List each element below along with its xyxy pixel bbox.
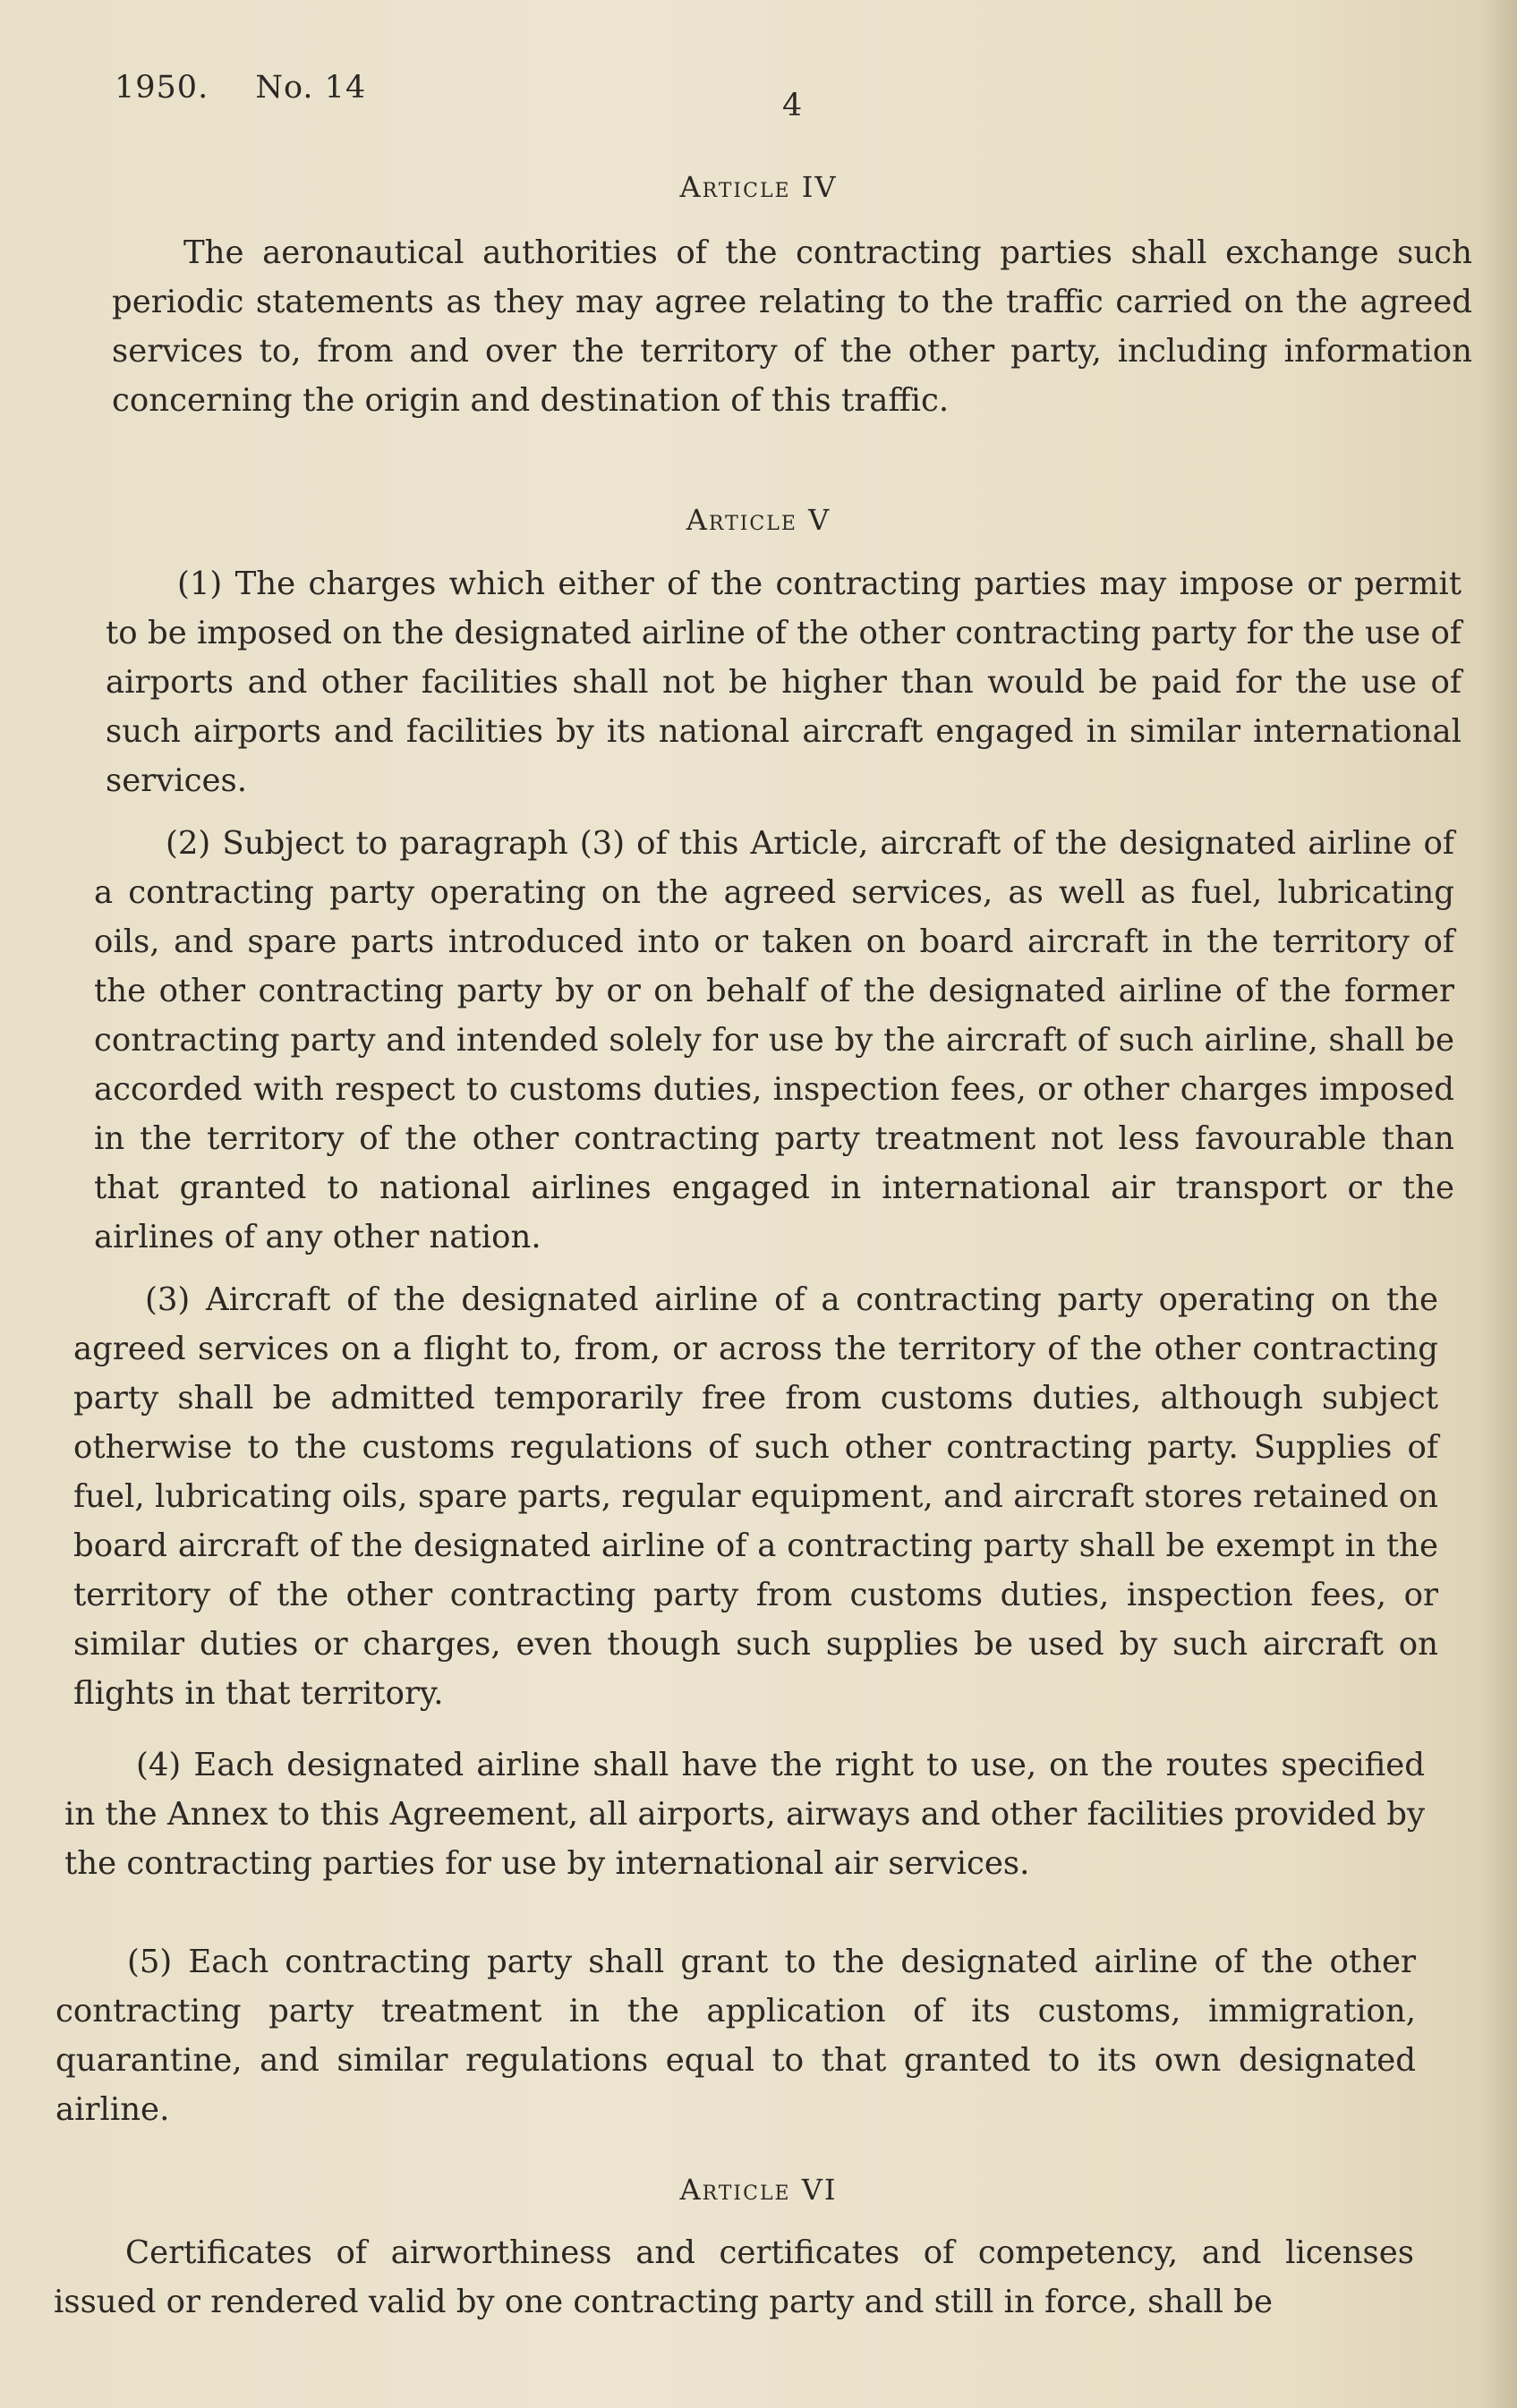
article-heading-v: Article V: [686, 503, 831, 537]
article-heading-vi: Article VI: [679, 2173, 838, 2207]
article-v-paragraph-1: (1) The charges which either of the contracting parties may impose or permit to be imposed on the designated airline of the other contracting party for the use of airports and other facilities shall not be higher than would be paid for the use of such airports and facilities by its national aircraft engaged in similar international services.: [106, 566, 1462, 799]
article-iv-paragraph: The aeronautical authorities of the contracting parties shall exchange such periodic statements as they may agree relating to the traffic carried on the agreed services to, from and over the territory of the other party, including information concerning the origin and destination of this traffic.: [112, 234, 1472, 419]
page-edge-shadow: [1481, 0, 1517, 2408]
article-v-paragraph-5: (5) Each contracting party shall grant to the designated airline of the other contracting party treatment in the application of its customs, immigration, quarantine, and similar regulations equal to that granted to its own designated airline.: [55, 1944, 1416, 2128]
header-year: 1950.: [115, 70, 209, 106]
article-v-paragraph-3: (3) Aircraft of the designated airline of a contracting party operating on the agreed services on a flight to, from, or across the territory of the other contracting party shall be admitted temporarily free from customs duties, although subject otherwise to the customs regulations of such other contracting party. Supplies of fuel, lubricating oils, spare parts, regular equipment, and aircraft stores retained on board aircraft of the designated airline of a contracting party shall be exempt in the territory of the other contracting party from customs duties, inspection fees, or similar duties or charges, even though such supplies be used by such aircraft on flights in that territory.: [73, 1281, 1438, 1712]
running-header: [115, 70, 366, 106]
article-v-paragraph-2: (2) Subject to paragraph (3) of this Article, aircraft of the designated airline of a contracting party operating on the agreed services, as well as fuel, lubricating oils, and spare parts introduced into or taken on board aircraft in the territory of the other contracting party by or on behalf of the designated airline of the former contracting party and intended solely for use by the aircraft of such airline, shall be accorded with respect to customs duties, inspection fees, or other charges imposed in the territory of the other contracting party treatment not less favourable than that granted to national airlines engaged in international air transport or the airlines of any other nation.: [94, 825, 1454, 1255]
article-v-paragraph-4: (4) Each designated airline shall have the right to use, on the routes specified in the Annex to this Agreement, all airports, airways and other facilities provided by the contracting parties for use by international air services.: [64, 1747, 1425, 1882]
header-number: No. 14: [255, 70, 367, 106]
article-vi-paragraph: Certificates of airworthiness and certificates of competency, and licenses issued or rendered valid by one contracting party and still in force, shall be: [54, 2234, 1414, 2320]
page-number: 4: [782, 88, 803, 123]
article-heading-iv: Article IV: [679, 170, 838, 204]
